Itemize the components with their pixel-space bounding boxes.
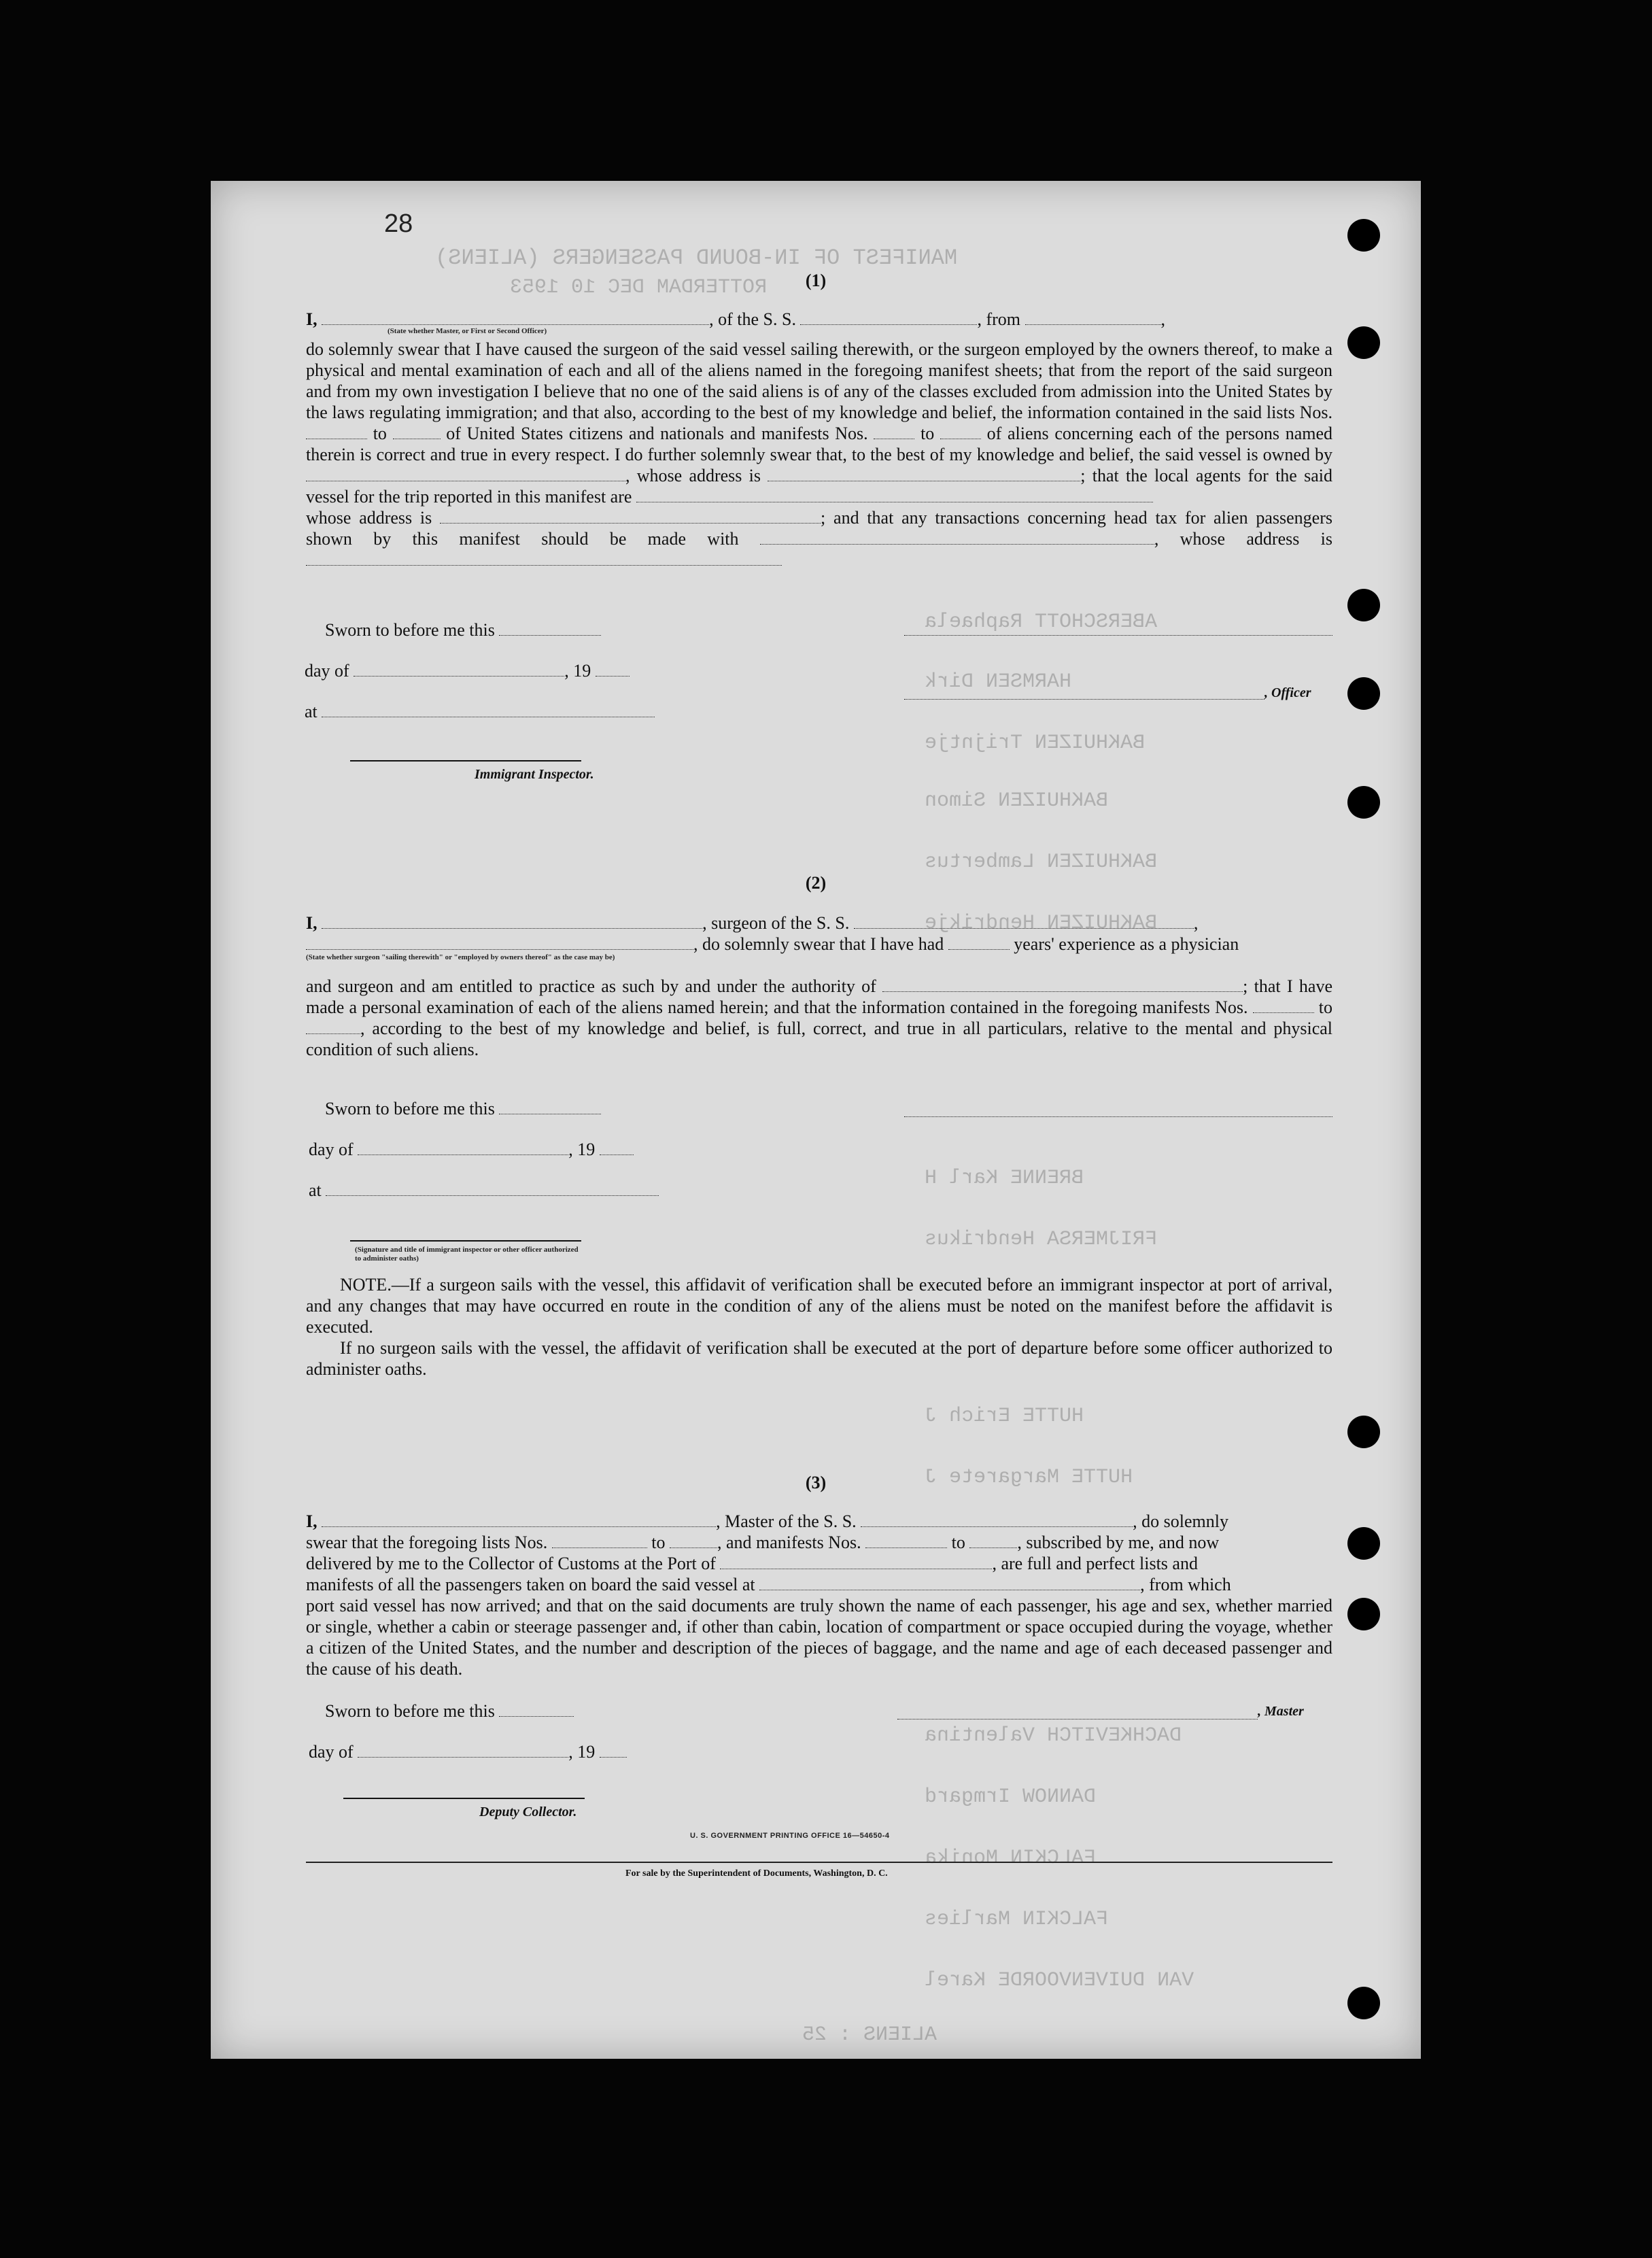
officer-label: , Officer [1264, 685, 1311, 700]
to-label: to [373, 424, 387, 443]
officer-rank-caption: (State whether Master, or First or Second Officer) [388, 327, 547, 335]
master-oath: I, , Master of the S. S. , do solemnly swear that the foregoing lists Nos. to , and manifests Nos. to , subscribed by me, and now delivered by me to the Collector of Customs at the Port of , are full and perfect lists and manifests of all the passengers taken on board the said vessel at , from which port said vessel has now arrived; and that on the said documents are truly shown the name of each passenger, his age and sex, whether married or single, whether a cabin or steerage passenger and, if other than cabin, location of compartment or space occupied during the voyage, whether a citizen of the United States, and the number and description of the pieces of baggage, and the name and age of each deceased passenger and the cause of his death. [306, 1511, 1332, 1679]
lists-from-field[interactable] [552, 1534, 647, 1548]
manifests-to-field[interactable] [969, 1534, 1017, 1548]
officer-signature-line[interactable] [904, 699, 1264, 700]
boarding-port-field[interactable] [759, 1576, 1140, 1590]
at-label: at [305, 702, 317, 721]
vessel-name-field[interactable] [800, 311, 977, 325]
sworn-label: Sworn to before me this [325, 1701, 495, 1721]
head-tax-address-field[interactable] [306, 551, 782, 566]
sworn-year-field[interactable] [600, 1743, 627, 1758]
full-perfect-label: , are full and perfect lists and [992, 1554, 1198, 1573]
affidavit-text: do solemnly swear that I have caused the surgeon of the said vessel sailing therewith, or the surgeon employed by the owners thereof, to make a physical and mental examination of each and all of the aliens named in the foregoing manifest sheets; that from the report of the said surgeon and from my own investigation I believe that no one of the said aliens is of any of the classes excluded from admission into the United States by the laws regulating immigration; and that also, according to the best of my knowledge and belief, the information contained in the said lists Nos. [306, 339, 1332, 422]
binder-hole [1347, 326, 1380, 359]
surgeon-signature-line[interactable] [904, 1116, 1332, 1117]
binder-hole [1347, 677, 1380, 710]
sworn-block-1 [305, 620, 733, 742]
section-number: (3) [805, 1473, 827, 1492]
year-label: , 19 [568, 1742, 596, 1762]
citizen-list-from-field[interactable] [306, 425, 367, 439]
years-experience-field[interactable] [948, 936, 1010, 950]
bleed-through-header: ROTTERDAM DEC 10 1953 [510, 276, 768, 299]
officer-rank-field[interactable] [322, 311, 709, 325]
signature-line [904, 635, 1332, 636]
alien-list-from-field[interactable] [874, 425, 914, 439]
day-of-label: day of [309, 1742, 354, 1762]
printing-office-imprint: U. S. GOVERNMENT PRINTING OFFICE 16—54650-4 [690, 1832, 890, 1840]
sworn-label: Sworn to before me this [325, 620, 495, 640]
page-number: 28 [384, 209, 413, 238]
citizen-list-to-field[interactable] [393, 425, 441, 439]
owner-address-field[interactable] [768, 467, 1080, 481]
master-vessel-field[interactable] [861, 1513, 1133, 1527]
sworn-month-field[interactable] [358, 1141, 568, 1155]
master-affidavit: I, , of the S. S. , from , (State whether Master, or First or Second Officer) do solemnly swear that I have caused the surgeon of the said vessel sailing therewith, or the surgeon employed by the owners thereof, to make a physical and mental examination of each and all of the aliens named in the foregoing manifest sheets; that from the report of the said surgeon and from my own investigation I believe that no one of the said aliens is of any of the classes excluded from admission into the United States by the laws regulating immigration; and that also, according to the best of my knowledge and belief, the information contained in the said lists Nos. to of United States citizens and nationals and manifests Nos. to of aliens concerning each of the persons named therein is correct and true in every respect. I do further solemnly swear that, to the best of my knowledge and belief, the said vessel is owned by , whose address is ; that the local agents for the said vessel for the trip reported in this manifest are whose address is ; and that any transactions concerning head tax for alien passengers shown by this manifest should be made with , whose address is [306, 309, 1332, 570]
address-label: , whose address is [625, 466, 761, 485]
address-label: whose address is [306, 508, 432, 528]
binder-hole [1347, 219, 1380, 252]
bleed-through-name: HUTTE Erich J [925, 1405, 1084, 1428]
bleed-through-name: DANNOW Irmgard [925, 1785, 1097, 1809]
surgeon-vessel-cont-field[interactable] [306, 936, 693, 950]
years-label: years' experience as a physician [1014, 934, 1239, 954]
note-text-2: If no surgeon sails with the vessel, the affidavit of verification shall be executed at the port of departure before some officer authorized to administer oaths. [306, 1338, 1332, 1379]
swear-label: , do solemnly swear that I have had [693, 934, 944, 954]
agents-address-field[interactable] [440, 509, 821, 524]
pronoun-label: I, [306, 913, 317, 933]
bleed-through-name: BAKHUIZEN Trijntje [925, 732, 1146, 755]
affidavit-text: that the local agents for the said vessel for the trip reported in this manifest are [306, 466, 1332, 507]
master-of-label: Master of the S. S. [725, 1511, 857, 1531]
sworn-day-field[interactable] [499, 621, 601, 636]
solemnly-label: , do solemnly [1133, 1511, 1229, 1531]
sworn-block-3 [309, 1701, 733, 1783]
oath-text: manifests of all the passengers taken on board the said vessel at [306, 1575, 755, 1594]
section-number: (1) [805, 271, 827, 290]
master-label: , Master [1258, 1704, 1304, 1719]
surgeon-role-caption: (State whether surgeon "sailing therewith" or "employed by owners thereof" as the case may be) [306, 953, 615, 961]
to-label: to [920, 424, 935, 443]
master-name-field[interactable] [322, 1513, 716, 1527]
sale-notice: For sale by the Superintendent of Documents, Washington, D. C. [625, 1868, 888, 1879]
surgeon-affidavit: I, , surgeon of the S. S. , , do solemnly swear that I have had years' experience as a physician (State whether surgeon "sailing therewith" or "employed by owners thereof" as the case may be) and surgeon and am entitled to practice as such by and under the authority of ; that I have made a personal examination of each of the aliens named herein; and that the information contained in the foregoing manifests Nos. to , according to the best of my knowledge and belief, is full, correct, and true in all particulars, relative to the mental and physical condition of such aliens. [306, 913, 1333, 1059]
sworn-place-field[interactable] [326, 1182, 659, 1196]
alien-list-to-field[interactable] [940, 425, 981, 439]
sworn-year-field[interactable] [600, 1141, 634, 1155]
head-tax-contact-field[interactable] [760, 530, 1154, 545]
to-label: to [1318, 997, 1333, 1017]
to-label: to [651, 1533, 666, 1552]
master-signature-line[interactable] [897, 1719, 1258, 1720]
binder-hole [1347, 589, 1380, 621]
from-which-label: , from which [1140, 1575, 1231, 1594]
verification-note [306, 1274, 1332, 1380]
lists-to-field[interactable] [670, 1534, 717, 1548]
sworn-month-field[interactable] [358, 1743, 568, 1758]
bleed-through-name: BRENNE Karl H [925, 1167, 1084, 1190]
sworn-day-field[interactable] [499, 1100, 601, 1114]
subscribed-label: , subscribed by me, and now [1017, 1533, 1220, 1552]
bleed-through-name: DACHKEVITCH Valentina [925, 1724, 1182, 1747]
bleed-through-name: FRIJMERSA Hendrikus [925, 1228, 1158, 1251]
day-of-label: day of [309, 1140, 354, 1159]
footer-rule [306, 1862, 1332, 1863]
customs-port-field[interactable] [720, 1555, 992, 1569]
sworn-year-field[interactable] [596, 662, 630, 677]
surgeon-text: and surgeon and am entitled to practice as such by and under the authority of [306, 976, 876, 996]
deputy-signature-line[interactable] [343, 1798, 585, 1799]
bleed-through-name: VAN DUIVENVOORDE Karel [925, 1969, 1194, 1992]
sworn-block-2 [309, 1099, 733, 1221]
sworn-day-field[interactable] [499, 1703, 574, 1717]
note-text: —If a surgeon sails with the vessel, this affidavit of verification shall be executed before an immigrant inspector at port of arrival, and any changes that may have occurred en route in the condition of any of the aliens must be noted on the manifest before the affidavit is executed. [306, 1275, 1332, 1337]
day-of-label: day of [305, 661, 349, 681]
note-lead: NOTE. [340, 1275, 392, 1295]
inspector-label: Immigrant Inspector. [475, 767, 594, 782]
oath-text: swear that the foregoing lists Nos. [306, 1533, 548, 1552]
affidavit-text: ; and that any transactions concerning head tax for alien passengers shown by this manifest should be made with [306, 508, 1332, 549]
bleed-through-name: HARMSEN Dirk [925, 670, 1072, 694]
bleed-through-name: BAKHUIZEN Lambertus [925, 851, 1158, 874]
binder-hole [1347, 786, 1380, 819]
manifests-label: , and manifests Nos. [717, 1533, 861, 1552]
surgeon-role-field[interactable] [322, 914, 702, 929]
document-sheet [211, 181, 1421, 2059]
bleed-through-name: BAKHUIZEN Hendrikje [925, 912, 1158, 935]
affidavit-text: of aliens concerning each of the persons named therein is correct and true in every respect. I do further solemnly swear that, to the best of my knowledge and belief, the said vessel is owned by [306, 424, 1333, 464]
sworn-place-field[interactable] [322, 703, 655, 717]
bleed-through-total: ALIENS : 25 [802, 2023, 937, 2047]
signature-caption: (Signature and title of immigrant inspector or other officer authorized to administer oaths) [355, 1246, 579, 1263]
surgeon-label: surgeon of the S. S. [711, 913, 850, 933]
year-label: , 19 [564, 661, 591, 681]
affidavit-text: of United States citizens and nationals and manifests Nos. [446, 424, 868, 443]
at-label: at [309, 1180, 322, 1200]
bleed-through-name: ABERSCHOTT Raphaela [925, 611, 1158, 634]
vessel-label: , of the S. S. [709, 309, 796, 329]
vessel-owner-field[interactable] [306, 467, 625, 481]
binder-hole [1347, 1598, 1380, 1630]
practice-authority-field[interactable] [882, 978, 1243, 992]
surgeon-vessel-field[interactable] [854, 914, 1194, 929]
administrator-signature-line[interactable] [350, 1240, 581, 1242]
bleed-through-header: MANIFEST OF IN-BOUND PASSENGERS (ALIENS) [435, 245, 958, 271]
surgeon-text: , according to the best of my knowledge and belief, is full, correct, and true in all particulars, relative to the mental and physical condition of such aliens. [306, 1019, 1332, 1059]
inspector-signature-line[interactable] [350, 760, 581, 762]
surgeon-text: that I have made a personal examination of each of the aliens named herein; and that the information contained in the foregoing manifests Nos. [306, 976, 1332, 1017]
binder-hole [1347, 1987, 1380, 2019]
sworn-month-field[interactable] [354, 662, 564, 677]
section-number: (2) [805, 873, 827, 893]
to-label: to [951, 1533, 965, 1552]
address-label: , whose address is [1154, 529, 1332, 549]
pronoun-label: I, [306, 309, 317, 329]
manifests-from-field[interactable] [865, 1534, 947, 1548]
local-agents-field[interactable] [636, 488, 1153, 502]
binder-hole [1347, 1527, 1380, 1560]
origin-port-field[interactable] [1025, 311, 1161, 325]
bleed-through-name: HUTTE Margarete J [925, 1466, 1133, 1489]
from-label: , from [977, 309, 1021, 329]
year-label: , 19 [568, 1140, 596, 1159]
deputy-label: Deputy Collector. [479, 1804, 577, 1819]
oath-text: port said vessel has now arrived; and that on the said documents are truly shown the name of each passenger, his age and sex, whether married or single, whether a cabin or steerage passenger and, if other than cabin, location of compartment or space occupied during the voyage, whether a citizen of the United States, and the number and description of the pieces of baggage, and the name and age of each deceased passenger and the cause of his death. [306, 1596, 1332, 1679]
binder-hole [1347, 1416, 1380, 1448]
manifest-to-field[interactable] [306, 1020, 360, 1034]
pronoun-label: I, [306, 1511, 317, 1531]
bleed-through-name: FALCKIN Monika [925, 1847, 1097, 1870]
bleed-through-name: FALCKIN Marlies [925, 1908, 1109, 1931]
sworn-label: Sworn to before me this [325, 1099, 495, 1118]
bleed-through-name: BAKHUIZEN Simon [925, 789, 1109, 812]
manifest-from-field[interactable] [1253, 999, 1314, 1013]
oath-text: delivered by me to the Collector of Customs at the Port of [306, 1554, 716, 1573]
